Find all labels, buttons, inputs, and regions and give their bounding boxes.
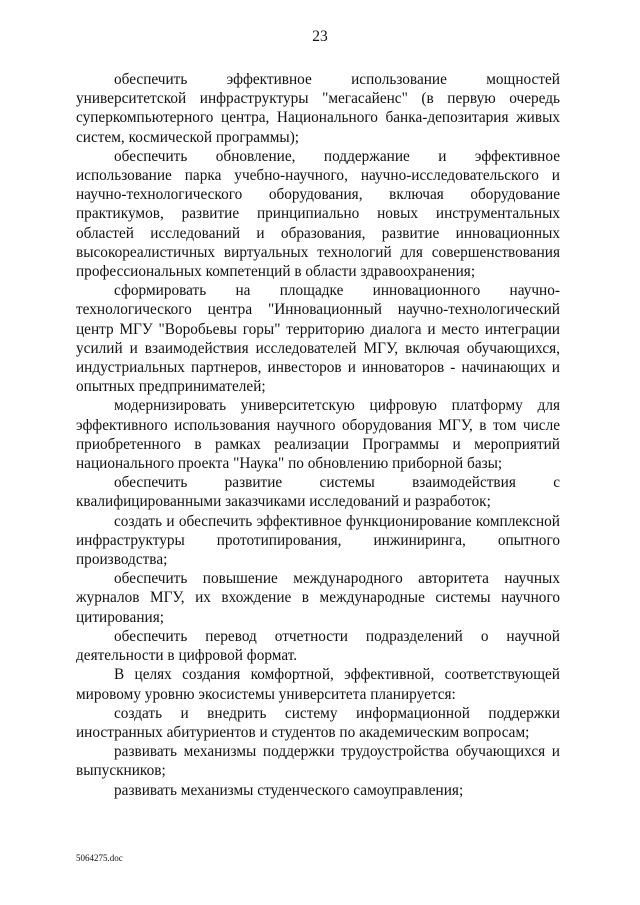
- paragraph: В целях создания комфортной, эффективной, соответствующей мировому уровню экосистемы университета планируется:: [76, 666, 560, 703]
- paragraph: создать и обеспечить эффективное функционирование комплексной инфраструктуры прототипирования, инжиниринга, опытного производства;: [76, 512, 560, 569]
- paragraph: обеспечить повышение международного авторитета научных журналов МГУ, их вхождение в международные системы научного цитирования;: [76, 570, 560, 626]
- document-body: [76, 70, 560, 800]
- paragraph: развивать механизмы студенческого самоуправления;: [114, 781, 464, 799]
- paragraph: обеспечить эффективное использование мощностей университетской инфраструктуры "мегасайенс" (в первую очередь суперкомпьютерного центра, Национального банка-депозитария живых систем, космической программы);: [76, 71, 560, 146]
- paragraph: обеспечить перевод отчетности подразделений о научной деятельности в цифровой формат.: [76, 627, 560, 665]
- paragraph: модернизировать университетскую цифровую платформу для эффективного использования научного оборудования МГУ, в том числе приобретенного в рамках реализации Программы и мероприятий национального проекта "Наука" по обновлению приборной базы;: [76, 397, 560, 473]
- paragraph: обеспечить развитие системы взаимодействия с квалифицированными заказчиками исследований и разработок;: [76, 474, 560, 511]
- paragraph: сформировать на площадке инновационного научно-технологического центра "Инновационный научно-технологический центр МГУ "Воробьевы горы" территорию диалога и место интеграции усилий и взаимодействия исследователей МГУ, включая обучающихся, индустриальных партнеров, инвесторов и инноваторов - начинающих и опытных предпринимателей;: [76, 282, 560, 396]
- page-number: 23: [312, 28, 328, 45]
- paragraph: обеспечить обновление, поддержание и эффективное использование парка учебно-научного, научно-исследовательского и научно-технологического оборудования, включая оборудование практикумов, развитие принципиально новых инструментальных областей исследований и образования, развитие инновационных высокореалистичных виртуальных технологий для совершенствования профессиональных компетенций в области здравоохранения;: [76, 147, 560, 281]
- document-file-code: 5064275.doc: [76, 853, 123, 863]
- paragraph: развивать механизмы поддержки трудоустройства обучающихся и выпускников;: [76, 743, 560, 780]
- paragraph: создать и внедрить систему информационной поддержки иностранных абитуриентов и студентов по академическим вопросам;: [76, 704, 560, 741]
